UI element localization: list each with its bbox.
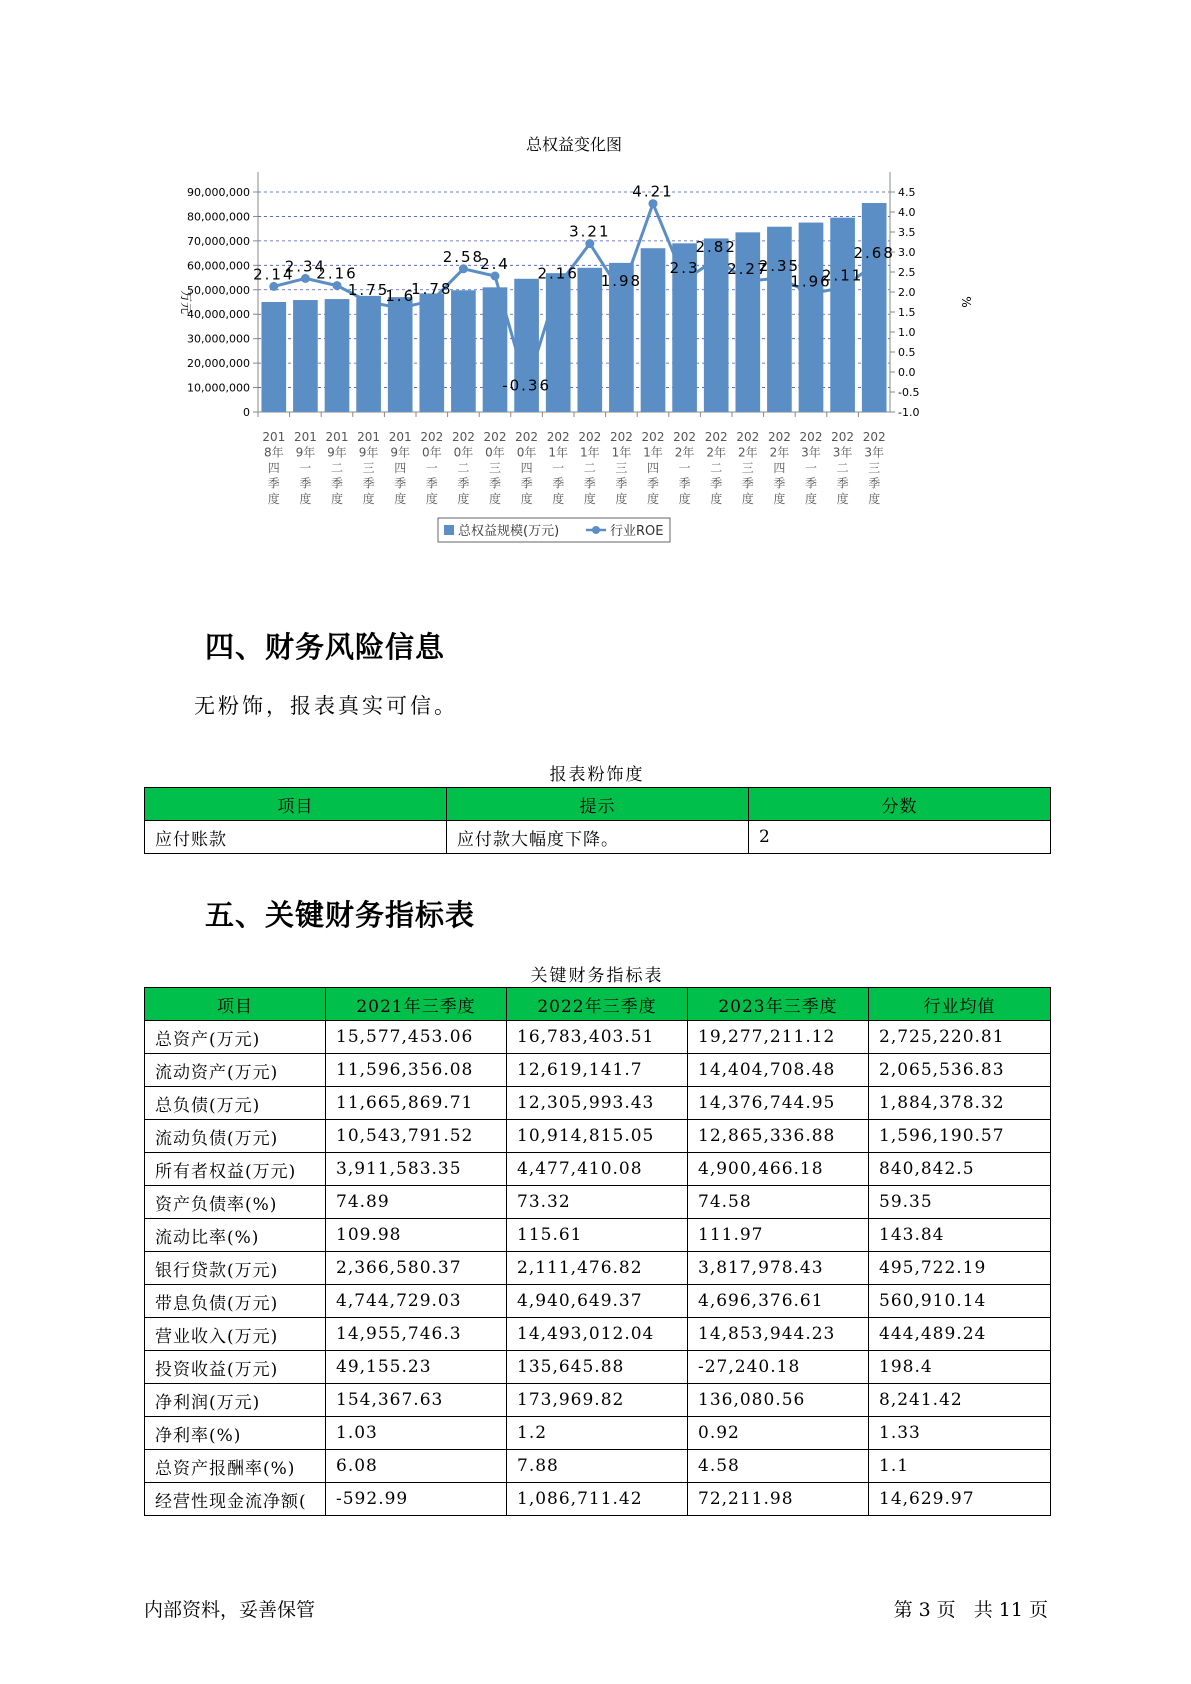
page-word: 页 bbox=[936, 1599, 956, 1621]
roe-data-label: 2.82 bbox=[695, 238, 737, 257]
metric-value-cell: 115.61 bbox=[507, 1219, 688, 1252]
equity-bar bbox=[261, 302, 286, 412]
y-right-tick-label: 4.5 bbox=[898, 186, 916, 199]
x-tick-label: 四 bbox=[520, 461, 533, 475]
equity-bar bbox=[419, 293, 444, 412]
x-tick-label: 季 bbox=[362, 476, 375, 491]
x-tick-label: 度 bbox=[836, 492, 849, 506]
y-left-tick-label: 30,000,000 bbox=[187, 332, 250, 346]
x-tick-label: 202 bbox=[578, 430, 602, 444]
x-tick-label: 季 bbox=[615, 476, 628, 491]
metric-value-cell: 1,086,711.42 bbox=[507, 1483, 688, 1516]
x-tick-label: 季 bbox=[836, 476, 849, 491]
table-row bbox=[145, 1186, 1051, 1219]
metric-value-cell: 49,155.23 bbox=[326, 1351, 507, 1384]
chart-svg bbox=[170, 135, 1020, 595]
x-tick-label: 一 bbox=[804, 461, 818, 475]
table-row bbox=[145, 1318, 1051, 1351]
metric-value-cell: 1,884,378.32 bbox=[869, 1087, 1051, 1120]
x-tick-label: 9年 bbox=[358, 445, 379, 460]
metric-name-cell: 总资产(万元) bbox=[145, 1021, 326, 1054]
x-tick-label: 季 bbox=[868, 476, 881, 491]
metric-value-cell: 495,722.19 bbox=[869, 1252, 1051, 1285]
table-header-row bbox=[145, 788, 1051, 821]
y-left-tick-label: 40,000,000 bbox=[187, 308, 250, 322]
y-right-tick-label: -0.5 bbox=[898, 386, 920, 399]
y-left-tick-label: 90,000,000 bbox=[187, 186, 250, 199]
table-cell: 应付账款 bbox=[145, 821, 447, 854]
x-tick-label: 度 bbox=[520, 492, 533, 506]
x-tick-label: 一 bbox=[425, 461, 438, 475]
x-tick-label: 202 bbox=[515, 430, 539, 444]
x-tick-label: 2年 bbox=[706, 445, 727, 460]
y-right-tick-label: 3.0 bbox=[898, 246, 916, 259]
metric-value-cell: 2,725,220.81 bbox=[869, 1021, 1051, 1054]
x-tick-label: 202 bbox=[546, 430, 570, 444]
table-row bbox=[145, 1153, 1051, 1186]
roe-data-label: 2.34 bbox=[284, 257, 327, 276]
x-tick-label: 202 bbox=[862, 430, 886, 444]
table-row bbox=[145, 821, 1051, 854]
equity-bar bbox=[799, 223, 824, 412]
footer-note: 内部资料，妥善保管 bbox=[144, 1599, 316, 1621]
roe-data-label: 2.68 bbox=[853, 243, 895, 262]
table-header-row bbox=[145, 988, 1051, 1021]
x-tick-label: 202 bbox=[736, 430, 760, 444]
x-tick-label: 一 bbox=[552, 461, 565, 475]
metric-value-cell: 10,914,815.05 bbox=[507, 1120, 688, 1153]
y-right-tick-label: 0.0 bbox=[898, 366, 916, 379]
metric-value-cell: 14,629.97 bbox=[869, 1483, 1051, 1516]
page-number: 3 bbox=[918, 1599, 931, 1621]
kpi-table-caption: 关键财务指标表 bbox=[530, 966, 664, 986]
x-tick-label: 度 bbox=[299, 492, 312, 506]
x-tick-label: 202 bbox=[704, 430, 728, 444]
table-header-cell: 提示 bbox=[447, 788, 749, 821]
metric-name-cell: 流动比率(%) bbox=[145, 1219, 326, 1252]
metric-value-cell: 198.4 bbox=[869, 1351, 1051, 1384]
metric-value-cell: 173,969.82 bbox=[507, 1384, 688, 1417]
total-suffix: 页 bbox=[1028, 1599, 1048, 1621]
y-left-tick-label: 80,000,000 bbox=[187, 210, 250, 224]
roe-data-label: 2.35 bbox=[758, 257, 801, 275]
x-tick-label: 度 bbox=[710, 492, 723, 506]
metric-value-cell: 12,619,141.7 bbox=[507, 1054, 688, 1087]
x-tick-label: 度 bbox=[615, 492, 628, 506]
total-equity-chart bbox=[170, 135, 1020, 595]
y-left-tick-label: 60,000,000 bbox=[187, 259, 250, 273]
x-tick-label: 季 bbox=[804, 476, 818, 491]
x-tick-label: 度 bbox=[552, 492, 565, 506]
metric-value-cell: 4,696,376.61 bbox=[688, 1285, 869, 1318]
x-tick-label: 202 bbox=[673, 430, 697, 444]
metric-name-cell: 营业收入(万元) bbox=[145, 1318, 326, 1351]
x-tick-label: 202 bbox=[799, 430, 823, 444]
x-tick-label: 度 bbox=[583, 492, 596, 506]
x-tick-label: 三 bbox=[488, 461, 502, 475]
x-tick-label: 一 bbox=[678, 461, 691, 475]
metric-value-cell: 1.33 bbox=[869, 1417, 1051, 1450]
x-tick-label: 1年 bbox=[611, 445, 632, 460]
metric-value-cell: 3,817,978.43 bbox=[688, 1252, 869, 1285]
legend-line-label: 行业ROE bbox=[610, 524, 664, 539]
x-tick-label: 0年 bbox=[516, 445, 537, 460]
metric-name-cell: 净利润(万元) bbox=[145, 1384, 326, 1417]
roe-data-label: 2.4 bbox=[480, 255, 510, 273]
legend-bar-swatch bbox=[444, 525, 454, 535]
metric-value-cell: 12,305,993.43 bbox=[507, 1087, 688, 1120]
x-tick-label: 度 bbox=[362, 492, 375, 506]
metric-value-cell: 10,543,791.52 bbox=[326, 1120, 507, 1153]
roe-data-label: 4.21 bbox=[632, 182, 674, 201]
equity-bar bbox=[767, 227, 792, 412]
roe-data-label: 2.27 bbox=[727, 260, 769, 279]
metric-value-cell: 154,367.63 bbox=[326, 1384, 507, 1417]
metric-name-cell: 净利率(%) bbox=[145, 1417, 326, 1450]
y-left-axis-title: 万元 bbox=[179, 289, 193, 315]
table-header-cell: 项目 bbox=[145, 988, 326, 1021]
equity-bar bbox=[356, 296, 381, 412]
x-tick-label: 度 bbox=[773, 492, 786, 506]
equity-bar bbox=[862, 203, 887, 412]
table-row bbox=[145, 1120, 1051, 1153]
table-header-cell: 分数 bbox=[749, 788, 1051, 821]
x-tick-label: 2年 bbox=[737, 445, 758, 460]
metric-name-cell: 资产负债率(%) bbox=[145, 1186, 326, 1219]
table-row bbox=[145, 1483, 1051, 1516]
total-pages: 11 bbox=[998, 1599, 1023, 1621]
x-tick-label: 季 bbox=[678, 476, 691, 491]
x-tick-label: 二 bbox=[330, 461, 344, 475]
roe-data-label: 2.11 bbox=[821, 266, 864, 285]
total-prefix: 共 bbox=[973, 1599, 993, 1621]
x-tick-label: 0年 bbox=[485, 445, 505, 460]
table-row bbox=[145, 1054, 1051, 1087]
y-right-tick-label: 1.5 bbox=[898, 306, 916, 319]
x-tick-label: 度 bbox=[646, 492, 660, 506]
metric-value-cell: 6.08 bbox=[326, 1450, 507, 1483]
roe-data-label: 2.3 bbox=[669, 259, 700, 277]
kpi-table bbox=[144, 987, 1051, 1516]
table-header-cell: 项目 bbox=[145, 788, 447, 821]
metric-value-cell: 2,065,536.83 bbox=[869, 1054, 1051, 1087]
x-tick-label: 四 bbox=[646, 461, 660, 475]
metric-name-cell: 所有者权益(万元) bbox=[145, 1153, 326, 1186]
metric-value-cell: 12,865,336.88 bbox=[688, 1120, 869, 1153]
metric-value-cell: -27,240.18 bbox=[688, 1351, 869, 1384]
metric-value-cell: 14,955,746.3 bbox=[326, 1318, 507, 1351]
x-tick-label: 2年 bbox=[674, 445, 695, 460]
metric-value-cell: 444,489.24 bbox=[869, 1318, 1051, 1351]
x-tick-label: 季 bbox=[646, 476, 660, 491]
x-tick-label: 3年 bbox=[801, 445, 821, 460]
x-tick-label: 三 bbox=[615, 461, 628, 475]
x-tick-label: 1年 bbox=[579, 445, 600, 460]
metric-value-cell: 4.58 bbox=[688, 1450, 869, 1483]
x-tick-label: 季 bbox=[488, 476, 502, 491]
metric-value-cell: 19,277,211.12 bbox=[688, 1021, 869, 1054]
table-row bbox=[145, 1351, 1051, 1384]
roe-data-label: 2.14 bbox=[253, 265, 295, 284]
x-tick-label: 9年 bbox=[390, 445, 411, 460]
roe-data-label: -0.36 bbox=[502, 376, 552, 395]
metric-value-cell: 72,211.98 bbox=[688, 1483, 869, 1516]
table-cell: 2 bbox=[749, 821, 1051, 854]
metric-value-cell: 143.84 bbox=[869, 1219, 1051, 1252]
table-row bbox=[145, 1252, 1051, 1285]
x-tick-label: 202 bbox=[767, 430, 791, 444]
table-header-cell: 行业均值 bbox=[869, 988, 1051, 1021]
x-tick-label: 季 bbox=[773, 476, 786, 491]
metric-value-cell: 14,376,744.95 bbox=[688, 1087, 869, 1120]
metric-value-cell: 2,111,476.82 bbox=[507, 1252, 688, 1285]
metric-value-cell: 11,596,356.08 bbox=[326, 1054, 507, 1087]
y-left-tick-label: 10,000,000 bbox=[187, 381, 250, 395]
equity-bar bbox=[388, 297, 413, 412]
x-tick-label: 9年 bbox=[295, 445, 316, 460]
table-row bbox=[145, 1417, 1051, 1450]
table-row bbox=[145, 1087, 1051, 1120]
x-tick-label: 季 bbox=[520, 476, 533, 491]
metric-value-cell: 840,842.5 bbox=[869, 1153, 1051, 1186]
x-tick-label: 季 bbox=[457, 476, 470, 491]
x-tick-label: 202 bbox=[420, 430, 444, 444]
x-tick-label: 一 bbox=[299, 461, 312, 475]
metric-value-cell: 8,241.42 bbox=[869, 1384, 1051, 1417]
y-right-tick-label: 1.0 bbox=[898, 326, 916, 339]
metric-value-cell: 74.58 bbox=[688, 1186, 869, 1219]
y-left-tick-label: 20,000,000 bbox=[187, 357, 250, 371]
metric-value-cell: 15,577,453.06 bbox=[326, 1021, 507, 1054]
x-tick-label: 202 bbox=[641, 430, 665, 444]
x-tick-label: 1年 bbox=[548, 445, 569, 460]
metric-value-cell: 136,080.56 bbox=[688, 1384, 869, 1417]
table-header-cell: 2022年三季度 bbox=[507, 988, 688, 1021]
x-tick-label: 度 bbox=[741, 492, 754, 506]
x-tick-label: 201 bbox=[262, 430, 286, 444]
metric-name-cell: 总负债(万元) bbox=[145, 1087, 326, 1120]
x-tick-label: 度 bbox=[678, 492, 691, 506]
x-tick-label: 季 bbox=[741, 476, 754, 491]
metric-name-cell: 投资收益(万元) bbox=[145, 1351, 326, 1384]
metric-value-cell: 14,853,944.23 bbox=[688, 1318, 869, 1351]
x-tick-label: 度 bbox=[488, 492, 502, 506]
metric-value-cell: 1,596,190.57 bbox=[869, 1120, 1051, 1153]
y-right-tick-label: 2.0 bbox=[898, 286, 916, 299]
roe-data-label: 3.21 bbox=[569, 222, 611, 241]
x-tick-label: 202 bbox=[831, 430, 855, 444]
y-right-tick-label: 2.5 bbox=[898, 266, 916, 279]
metric-value-cell: 14,404,708.48 bbox=[688, 1054, 869, 1087]
x-tick-label: 四 bbox=[394, 461, 407, 475]
x-tick-label: 季 bbox=[394, 476, 407, 491]
metric-name-cell: 经营性现金流净额( bbox=[145, 1483, 326, 1516]
y-left-tick-label: 70,000,000 bbox=[187, 234, 250, 248]
x-tick-label: 3年 bbox=[832, 445, 853, 460]
risk-table bbox=[144, 787, 1051, 854]
metric-value-cell: 4,940,649.37 bbox=[507, 1285, 688, 1318]
x-tick-label: 202 bbox=[451, 430, 475, 444]
page-indicator bbox=[891, 1595, 1051, 1622]
metric-value-cell: 1.03 bbox=[326, 1417, 507, 1450]
x-tick-label: 四 bbox=[773, 461, 786, 475]
metric-value-cell: 16,783,403.51 bbox=[507, 1021, 688, 1054]
metric-value-cell: 109.98 bbox=[326, 1219, 507, 1252]
page-prefix: 第 bbox=[893, 1599, 913, 1621]
section4-paragraph: 无粉饰，报表真实可信。 bbox=[194, 694, 458, 718]
x-tick-label: 202 bbox=[483, 430, 507, 444]
roe-data-label: 1.98 bbox=[600, 271, 643, 290]
x-tick-label: 201 bbox=[357, 430, 381, 444]
roe-data-label: 1.78 bbox=[411, 279, 453, 298]
x-tick-label: 季 bbox=[267, 476, 280, 491]
roe-data-label: 2.16 bbox=[537, 264, 579, 283]
x-tick-label: 8年 bbox=[263, 445, 284, 460]
metric-name-cell: 流动负债(万元) bbox=[145, 1120, 326, 1153]
table-row bbox=[145, 1384, 1051, 1417]
metric-value-cell: 135,645.88 bbox=[507, 1351, 688, 1384]
x-tick-label: 季 bbox=[299, 476, 312, 491]
x-tick-label: 三 bbox=[741, 461, 754, 475]
metric-name-cell: 带息负债(万元) bbox=[145, 1285, 326, 1318]
x-tick-label: 度 bbox=[394, 492, 407, 506]
equity-bar bbox=[577, 268, 602, 412]
metric-value-cell: 3,911,583.35 bbox=[326, 1153, 507, 1186]
y-right-tick-label: 0.5 bbox=[898, 346, 916, 359]
legend-bar-label: 总权益规模(万元) bbox=[458, 524, 560, 539]
risk-table-caption: 报表粉饰度 bbox=[549, 765, 645, 785]
y-right-tick-label: 3.5 bbox=[898, 226, 916, 239]
x-tick-label: 202 bbox=[609, 430, 633, 444]
x-tick-label: 3年 bbox=[864, 445, 885, 460]
x-tick-label: 2年 bbox=[769, 445, 790, 460]
x-tick-label: 季 bbox=[330, 476, 344, 491]
x-tick-label: 二 bbox=[583, 461, 596, 475]
equity-bar bbox=[325, 299, 350, 412]
x-tick-label: 度 bbox=[267, 492, 280, 506]
x-tick-label: 二 bbox=[457, 461, 470, 475]
metric-name-cell: 总资产报酬率(%) bbox=[145, 1450, 326, 1483]
metric-value-cell: 1.1 bbox=[869, 1450, 1051, 1483]
legend-line-marker bbox=[592, 526, 600, 534]
metric-value-cell: 111.97 bbox=[688, 1219, 869, 1252]
x-tick-label: 0年 bbox=[453, 445, 474, 460]
table-row bbox=[145, 1450, 1051, 1483]
x-tick-label: 度 bbox=[868, 492, 881, 506]
equity-bar bbox=[293, 300, 318, 412]
roe-data-label: 1.75 bbox=[347, 281, 390, 299]
equity-bar bbox=[830, 218, 855, 412]
x-tick-label: 201 bbox=[325, 430, 349, 444]
section4-heading: 四、财务风险信息 bbox=[205, 630, 446, 664]
metric-value-cell: 4,900,466.18 bbox=[688, 1153, 869, 1186]
x-tick-label: 201 bbox=[388, 430, 412, 444]
table-header-cell: 2021年三季度 bbox=[326, 988, 507, 1021]
equity-bar bbox=[451, 290, 476, 412]
roe-data-label: 1.96 bbox=[790, 272, 832, 291]
metric-value-cell: 560,910.14 bbox=[869, 1285, 1051, 1318]
y-right-tick-label: -1.0 bbox=[898, 406, 920, 419]
metric-value-cell: 2,366,580.37 bbox=[326, 1252, 507, 1285]
y-right-axis-title: % bbox=[959, 296, 973, 308]
metric-value-cell: 7.88 bbox=[507, 1450, 688, 1483]
metric-value-cell: 4,744,729.03 bbox=[326, 1285, 507, 1318]
table-row bbox=[145, 1219, 1051, 1252]
metric-value-cell: 14,493,012.04 bbox=[507, 1318, 688, 1351]
chart-title: 总权益变化图 bbox=[525, 135, 623, 154]
x-tick-label: 度 bbox=[457, 492, 470, 506]
metric-value-cell: 1.2 bbox=[507, 1417, 688, 1450]
x-tick-label: 二 bbox=[710, 461, 723, 475]
x-tick-label: 9年 bbox=[327, 445, 347, 460]
x-tick-label: 201 bbox=[293, 430, 317, 444]
x-tick-label: 季 bbox=[583, 476, 596, 491]
x-tick-label: 1年 bbox=[643, 445, 663, 460]
y-right-tick-label: 4.0 bbox=[898, 206, 916, 219]
table-row bbox=[145, 1285, 1051, 1318]
metric-name-cell: 流动资产(万元) bbox=[145, 1054, 326, 1087]
roe-data-label: 2.58 bbox=[442, 247, 485, 266]
y-left-tick-label: 0 bbox=[243, 406, 250, 419]
roe-data-label: 2.16 bbox=[316, 264, 358, 283]
equity-bar bbox=[641, 248, 666, 412]
x-tick-label: 季 bbox=[710, 476, 723, 491]
x-tick-label: 二 bbox=[836, 461, 849, 475]
metric-value-cell: 4,477,410.08 bbox=[507, 1153, 688, 1186]
x-tick-label: 季 bbox=[425, 476, 438, 491]
metric-value-cell: -592.99 bbox=[326, 1483, 507, 1516]
metric-name-cell: 银行贷款(万元) bbox=[145, 1252, 326, 1285]
x-tick-label: 四 bbox=[267, 461, 280, 475]
metric-value-cell: 74.89 bbox=[326, 1186, 507, 1219]
metric-value-cell: 73.32 bbox=[507, 1186, 688, 1219]
metric-value-cell: 59.35 bbox=[869, 1186, 1051, 1219]
section5-heading: 五、关键财务指标表 bbox=[205, 898, 476, 932]
metric-value-cell: 11,665,869.71 bbox=[326, 1087, 507, 1120]
x-tick-label: 三 bbox=[362, 461, 375, 475]
metric-value-cell: 0.92 bbox=[688, 1417, 869, 1450]
x-tick-label: 度 bbox=[330, 492, 344, 506]
table-row bbox=[145, 1021, 1051, 1054]
roe-data-label: 1.6 bbox=[385, 287, 416, 305]
y-left-tick-label: 50,000,000 bbox=[187, 283, 250, 297]
x-tick-label: 三 bbox=[868, 461, 881, 475]
x-tick-label: 0年 bbox=[421, 445, 442, 460]
x-tick-label: 季 bbox=[552, 476, 565, 491]
table-cell: 应付款大幅度下降。 bbox=[447, 821, 749, 854]
x-tick-label: 度 bbox=[804, 492, 818, 506]
table-header-cell: 2023年三季度 bbox=[688, 988, 869, 1021]
x-tick-label: 度 bbox=[425, 492, 438, 506]
